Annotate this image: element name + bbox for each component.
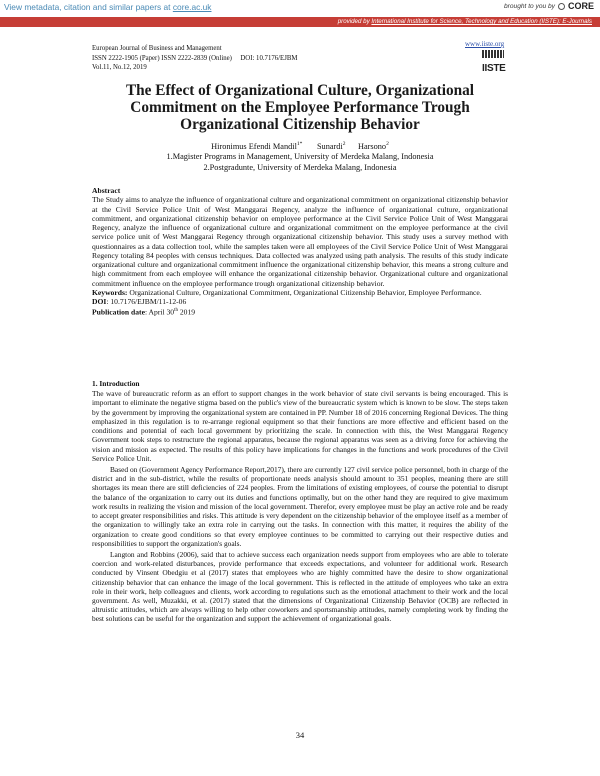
doi-line (92, 297, 508, 306)
publication-date-line (92, 306, 508, 317)
author-names (92, 139, 508, 152)
keywords-text: Organizational Culture, Organizational Commitment, Organizational Citizenship Behavior, Employee Performance. (127, 287, 482, 297)
intro-paragraph-1: The wave of bureaucratic reform as an effort to support changes in the work behavior of state civil servants is being encouraged. This is important to eliminate the negative stigma based on the public's view of the bureaucratic system which is known to be slow. The steps taken by the government by improving the organizational system are contained in PP. Number 18 of 2016 concerning Regional Devices. The thing emphasized in this regulation is to re-arrange regional equipment so that their functions are more effective and efficient based on the conditions and potential of each local government by prioritizing the scale. In connection with this, the West Manggarai Regency Government took steps to restructure the regional apparatus, because the regional apparatus was seen as a driving force for achieving the vision and mission as expected. The results of this policy have implications for changes in the functions and work procedures of the Civil Service Police Unit. (92, 389, 508, 463)
intro-paragraph-3: Langton and Robbins (2006), said that to achieve success each organization needs support from employees who are able to tolerate coercion and work-related disturbances, provide performance that exceeds expectations, and volunteer for additional work. Research conducted by Vinsent Obedgiu et al (2017) states that employees who are highly committed have the desire to show organizational citizenship behavior that can enhance the image of the local government. This is reflected in the attitude of employees who take an extra role in their work, help colleagues and clients, work according to regulations such as the emotional attachment to their work and the local government. As well, Muzakki, et al. (2017) stated that the dimensions of Organizational Citizenship Behavior (OCB) are reflected in altruistic attitudes, which are always willing to help other coworkers and sportsmanship attitudes, namely completing work by finding the best solutions can be useful for the organization and support the achievement of organizational goals. (92, 549, 508, 624)
author-2-sup: 2 (342, 141, 346, 147)
publication-date-sup: th (174, 308, 178, 314)
provider-link[interactable]: International Institute for Science, Technology and Education (IISTE): E-Journals (371, 18, 592, 25)
journal-issn-line (92, 54, 297, 64)
affiliation-2: 2.Postgradunte, University of Merdeka Malang, Indonesia (203, 162, 397, 172)
publication-year: 2019 (177, 307, 196, 317)
author-2: Sunardi (316, 141, 343, 151)
introduction-heading: 1. Introduction (92, 379, 140, 388)
doi-value: : 10.7176/EJBM/11-12-06 (106, 297, 187, 306)
core-branding (504, 1, 594, 11)
keywords-label: Keywords: (92, 287, 128, 297)
iiste-logo-text: IISTE (482, 63, 506, 74)
intro-paragraph-2: Based on (Government Agency Performance Report,2017), there are currently 127 civil service police personnel, both in charge of the district and in the sub-district, while the results of proportionate needs analysis should amount to 351 peoples, meaning there are still shortages its mean there are still deficiencies of 224 peoples. From the limitations of existing employees, of course the potential to disrupt the balance of the organization to carry out its duties and functions optimally, but on the other hand they are required to give maximum work results in realizing the vision and mission of the local government. Therefor, every employee must be play an active role and be ready to accept greater responsibilities and risks. This attitude is very dependent on the citizenship behavior of the employee itself as a member of the organization to willingly take an extra role in carrying out the tasks. In connection with this matter, it requires the ability of the organization to create good conditions so that every employee continues to be committed to carrying out their respective duties and responsibilities to support the organization's goals. (92, 464, 508, 548)
paper-title: The Effect of Organizational Culture, Organizational Commitment on the Employee Performance Trough Organizational Citizenship Behavior (125, 82, 475, 133)
core-link-prefix: View metadata, citation and similar papers at (4, 2, 173, 12)
author-1-sup: 1* (296, 141, 303, 147)
iiste-logo-bars-icon (482, 50, 504, 58)
publication-date-value: : April 30 (144, 307, 175, 317)
author-block (92, 139, 508, 173)
core-metadata-link[interactable] (4, 2, 211, 12)
keywords-line (92, 288, 508, 297)
author-3: Harsono (357, 141, 387, 151)
provider-bar (0, 17, 600, 27)
publication-date-label: Publication date (92, 307, 145, 317)
doi-label: DOI (92, 297, 107, 306)
provider-prefix: provided by (337, 18, 372, 25)
core-logo-icon (558, 3, 565, 10)
abstract-text: The Study aims to analyze the influence of organizational culture and organizational commitment on organizational citizenship behavior at the Civil Service Police Unit of West Manggarai Regency, analyze the influence of organizational culture, organizational commitment, and organizational citizenship behavior on employee performance at the Civil Service Police Unit of West Manggarai Regency, analyze the influence of organizational culture and organizational commitment on the employee performance at the civil service police unit of West Manggarai Regency through organizational citizenship behavior. This study uses a survey method with questionnaires as a data collection tool, while the samples taken were all employees of the Civil Service Police Unit of West Manggarai Regency totaling 84 peoples with census techniques. Data collected was analyzed using path analysis. The results of this study indicate organizational culture and organizational commitment influence the organizational citizenship behavior, this means a strong culture and high commitment from each employee will enhance the organizational citizenship behavior. Organizational culture and organizational commitment influence on the employee performance trough organizational citizenship behavior. (92, 195, 508, 288)
journal-volume: Vol.11, No.12, 2019 (92, 64, 147, 72)
author-3-sup: 2 (386, 141, 389, 147)
abstract-heading: Abstract (92, 186, 121, 195)
journal-name: European Journal of Business and Management (92, 45, 222, 52)
brought-by-text: brought to you by (504, 2, 555, 10)
introduction-section (92, 379, 508, 626)
journal-issn: ISSN 2222-1905 (Paper) ISSN 2222-2839 (Online) (92, 54, 232, 62)
provider-text (338, 18, 592, 25)
iiste-logo (482, 50, 504, 72)
abstract-section (92, 186, 508, 317)
page-number: 34 (295, 730, 305, 740)
author-1: Hironimus Efendi Mandil (211, 141, 297, 151)
journal-header (92, 44, 297, 73)
affiliation-1: 1.Magister Programs in Management, University of Merdeka Malang, Indonesia (166, 152, 434, 162)
journal-url-link[interactable]: www.iiste.org (465, 40, 505, 48)
journal-doi: DOI: 10.7176/EJBM (240, 54, 298, 62)
core-bar (0, 0, 600, 18)
core-logo-text[interactable]: CORE (567, 1, 594, 11)
core-link-site[interactable]: core.ac.uk (172, 2, 212, 12)
